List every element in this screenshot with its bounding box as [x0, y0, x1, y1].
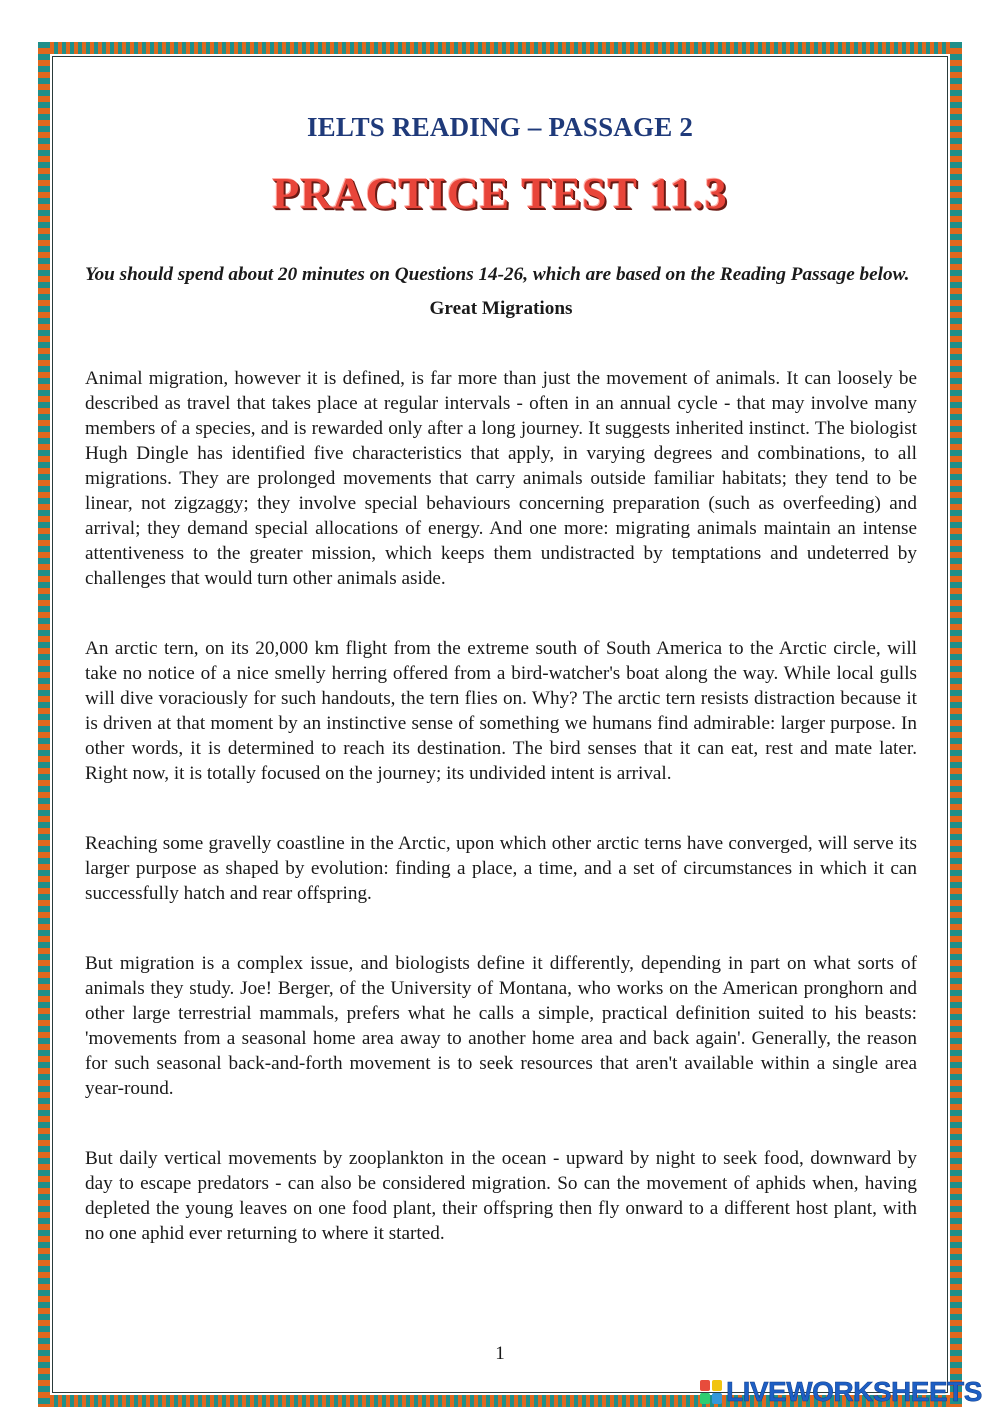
- passage-paragraph: But daily vertical movements by zooplankton in the ocean - upward by night to seek food, downward by day to escape predators - can also be considered migration. So can the movement of aphids when, having depleted the young leaves on one food plant, their offspring then fly onward to a different host plant, with no one aphid ever returning to where it started.: [85, 1148, 917, 1244]
- test-title: PRACTICE TEST 11.3: [272, 169, 728, 218]
- passage-title: Great Migrations: [429, 298, 573, 319]
- worksheet-content: [85, 262, 917, 1246]
- instructions-text: You should spend about 20 minutes on Questions 14-26, which are based on the Reading Passage below.: [85, 264, 910, 285]
- watermark-text: LIVEWORKSHEETS: [726, 1376, 982, 1407]
- liveworksheets-watermark[interactable]: [700, 1374, 1000, 1410]
- page-number: 1: [495, 1343, 505, 1364]
- section-title: IELTS READING – PASSAGE 2: [306, 112, 694, 142]
- passage-paragraph: Animal migration, however it is defined, is far more than just the movement of animals. It can loosely be described as travel that takes place at regular intervals - often in an annual cycle - that may involve many members of a species, and is rewarded only after a long journey. It suggests inherited instinct. The biologist Hugh Dingle has identified five characteristics that apply, in varying degrees and combinations, to all migrations. They are prolonged movements that carry animals outside familiar habitats; they tend to be linear, not zigzaggy; they involve special behaviours concerning preparation (such as overfeeding) and arrival; they demand special allocations of energy. And one more: migrating animals maintain an intense attentiveness to the greater mission, which keeps them undistracted by temptations and undeterred by challenges that would turn other animals aside.: [85, 368, 917, 589]
- passage-paragraph: Reaching some gravelly coastline in the Arctic, upon which other arctic terns have converged, will serve its larger purpose as shaped by evolution: finding a place, a time, and a set of circumstances in which it can successfully hatch and rear offspring.: [85, 833, 917, 904]
- passage-paragraph: An arctic tern, on its 20,000 km flight from the extreme south of South America to the Arctic circle, will take no notice of a nice smelly herring offered from a bird-watcher's boat along the way. While local gulls will dive voraciously for such handouts, the tern flies on. Why? The arctic tern resists distraction because it is driven at that moment by an instinctive sense of something we humans find admirable: larger purpose. In other words, it is determined to reach its destination. The bird senses that it can eat, rest and mate later. Right now, it is totally focused on the journey; its undivided intent is arrival.: [85, 638, 917, 784]
- page-border-left: [38, 42, 50, 1407]
- passage-paragraph: But migration is a complex issue, and biologists define it differently, depending in part on what sorts of animals they study. Joe! Berger, of the University of Montana, who works on the American pronghorn and other large terrestrial mammals, prefers what he calls a simple, practical definition suited to his beasts: 'movements from a seasonal home area away to another home area and back again'. Generally, the reason for such seasonal back-and-forth movement is to seek resources that aren't available within a single area year-round.: [85, 953, 917, 1099]
- liveworksheets-logo-icon: [700, 1380, 722, 1404]
- page-border-right: [950, 42, 962, 1407]
